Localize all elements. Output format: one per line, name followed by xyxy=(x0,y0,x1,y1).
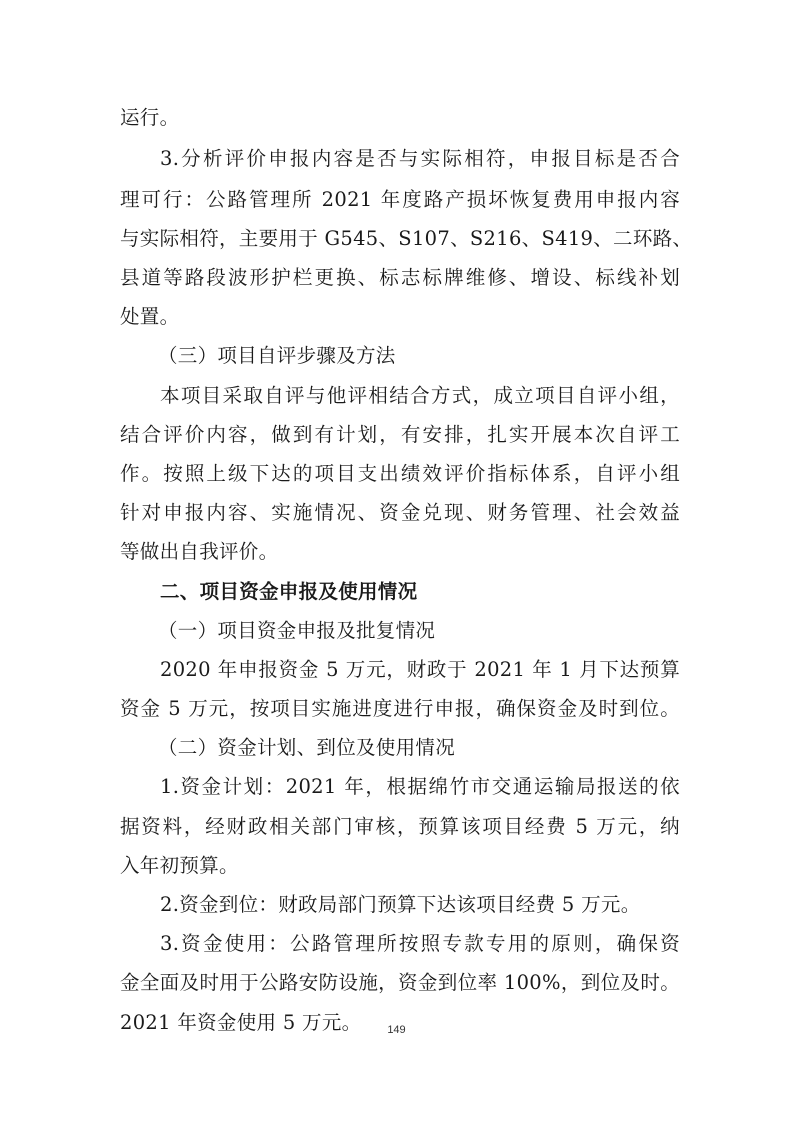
text-line: 金全面及时用于公路安防设施，资金到位率 100%，到位及时。 xyxy=(120,971,680,994)
section-heading: （三）项目自评步骤及方法 xyxy=(158,344,396,367)
text-line: 理可行：公路管理所 2021 年度路产损坏恢复费用申报内容 xyxy=(120,188,680,211)
chapter-heading: 二、项目资金申报及使用情况 xyxy=(160,580,418,603)
text-line: 2.资金到位：财政局部门预算下达该项目经费 5 万元。 xyxy=(160,893,641,916)
text-line: 据资料，经财政相关部门审核，预算该项目经费 5 万元，纳 xyxy=(120,815,680,838)
text-line: 1.资金计划：2021 年，根据绵竹市交通运输局报送的依 xyxy=(160,775,680,798)
text-line: 本项目采取自评与他评相结合方式，成立项目自评小组， xyxy=(160,384,680,407)
text-line: 3.分析评价申报内容是否与实际相符，申报目标是否合 xyxy=(160,147,680,170)
text-line: 县道等路段波形护栏更换、标志标牌维修、增设、标线补划 xyxy=(120,266,680,289)
page-number: 149 xyxy=(387,1024,406,1036)
text-line: 2020 年申报资金 5 万元，财政于 2021 年 1 月下达预算 xyxy=(160,658,680,681)
text-line: 处置。 xyxy=(120,305,180,328)
text-line: 针对申报内容、实施情况、资金兑现、财务管理、社会效益 xyxy=(120,501,680,524)
text-line: 入年初预算。 xyxy=(120,854,239,877)
section-heading: （二）资金计划、到位及使用情况 xyxy=(158,736,456,759)
text-line: 运行。 xyxy=(120,106,180,129)
text-line: 2021 年资金使用 5 万元。 xyxy=(120,1011,362,1034)
text-line: 结合评价内容，做到有计划，有安排，扎实开展本次自评工 xyxy=(120,423,680,446)
text-line: 与实际相符，主要用于 G545、S107、S216、S419、二环路、 xyxy=(120,227,693,250)
text-line: 3.资金使用：公路管理所按照专款专用的原则，确保资 xyxy=(160,932,680,955)
text-line: 等做出自我评价。 xyxy=(120,540,279,563)
text-line: 资金 5 万元，按项目实施进度进行申报，确保资金及时到位。 xyxy=(120,697,680,720)
text-line: 作。按照上级下达的项目支出绩效评价指标体系，自评小组 xyxy=(120,462,680,485)
section-heading: （一）项目资金申报及批复情况 xyxy=(158,619,436,642)
